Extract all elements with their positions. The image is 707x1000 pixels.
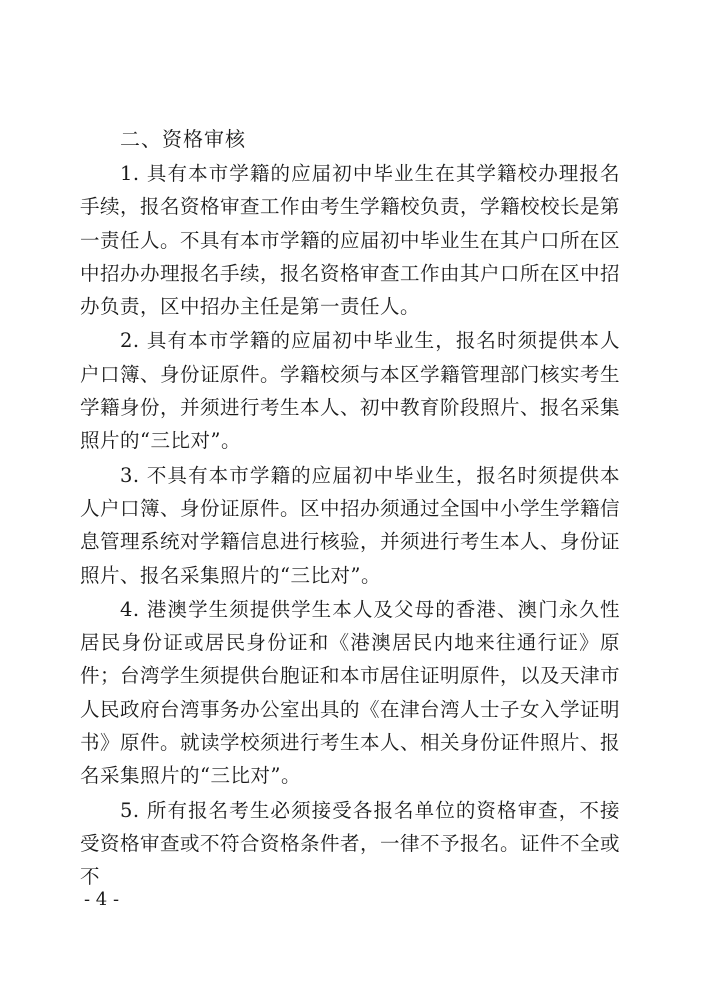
paragraph-3: 3. 不具有本市学籍的应届初中毕业生，报名时须提供本人户口簿、身份证原件。区中招办须通过全国中小学生学籍信息管理系统对学籍信息进行核验，并须进行考生本人、身份证照片、报名采集照片的“三比对”。	[80, 463, 621, 587]
document-body	[80, 122, 620, 895]
paragraph-2: 2. 具有本市学籍的应届初中毕业生，报名时须提供本人户口簿、身份证原件。学籍校须与本区学籍管理部门核实考生学籍身份，并须进行考生本人、初中教育阶段照片、报名采集照片的“三比对”。	[80, 329, 621, 453]
paragraph-1: 1. 具有本市学籍的应届初中毕业生在其学籍校办理报名手续，报名资格审查工作由考生学籍校负责，学籍校校长是第一责任人。不具有本市学籍的应届初中毕业生在其户口所在区中招办办理报名手续，报名资格审查工作由其户口所在区中招办负责，区中招办主任是第一责任人。	[80, 162, 621, 319]
paragraph-4: 4. 港澳学生须提供学生本人及父母的香港、澳门永久性居民身份证或居民身份证和《港澳居民内地来往通行证》原件；台湾学生须提供台胞证和本市居住证明原件，以及天津市人民政府台湾事务办公室出具的《在津台湾人士子女入学证明书》原件。就读学校须进行考生本人、相关身份证件照片、报名采集照片的“三比对”。	[80, 597, 621, 788]
section-heading: 二、资格审核	[120, 127, 246, 151]
paragraph-5: 5. 所有报名考生必须接受各报名单位的资格审查，不接受资格审查或不符合资格条件者，一律不予报名。证件不全或不	[80, 798, 621, 889]
page-number: - 4 -	[84, 889, 120, 910]
